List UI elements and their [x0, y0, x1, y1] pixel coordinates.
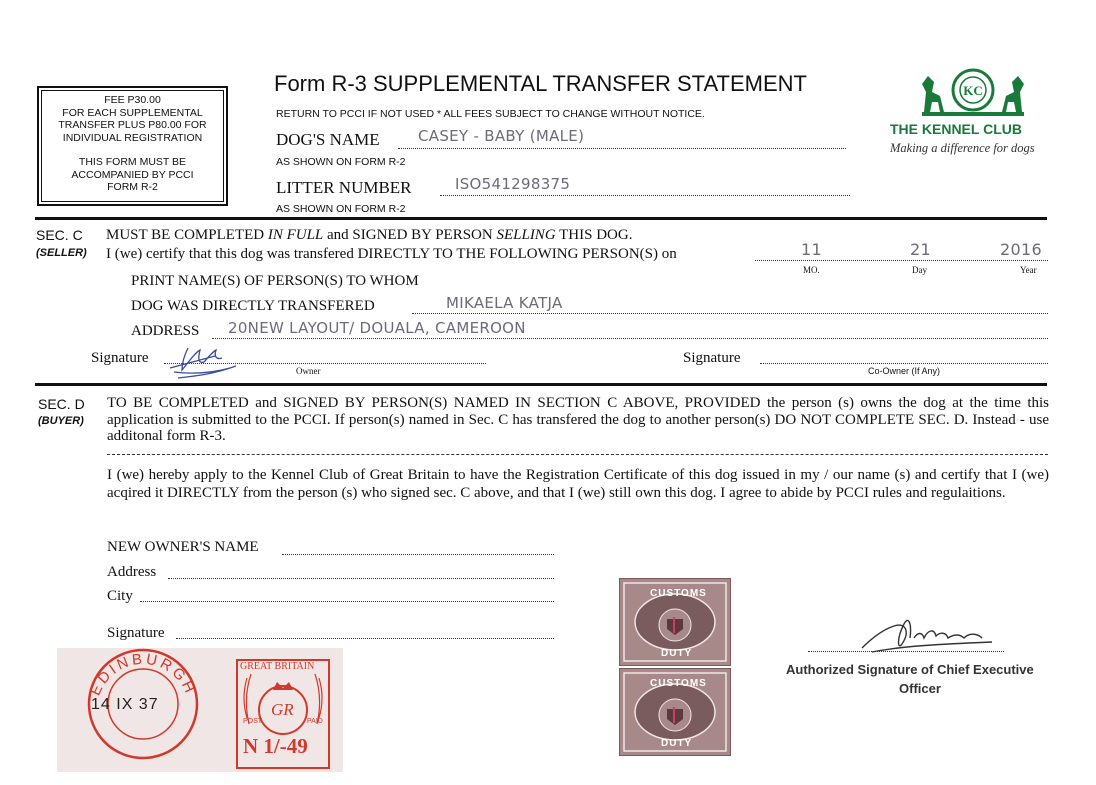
coowner-signature-line: [760, 363, 1048, 364]
transferee-field[interactable]: MIKAELA KATJA: [446, 294, 563, 312]
buyer-city-label: City: [107, 588, 133, 604]
sec-d-role: (BUYER): [38, 415, 84, 427]
sec-d-application: I (we) hereby apply to the Kennel Club of Great Britain to have the Registration Certificate of this dog issued in my / our name (s) and certify that I (we) acqired it DIRECTLY from the person (s) who signed sec. C above, and that I (we) still own this dog. I agree to abide by PCCI rules and regulaitions.: [107, 467, 1049, 501]
logo-emblem-text: KC: [963, 83, 983, 98]
as-shown-note: AS SHOWN ON FORM R-2: [276, 203, 406, 215]
address-field[interactable]: 20NEW LAYOUT/ DOUALA, CAMEROON: [228, 319, 526, 337]
form-title: Form R-3 SUPPLEMENTAL TRANSFER STATEMENT: [274, 71, 807, 96]
dog-name-field[interactable]: CASEY - BABY (MALE): [418, 127, 585, 145]
meter-value: N 1/-49: [243, 734, 308, 758]
buyer-signature-field[interactable]: [176, 638, 554, 639]
litter-number-line: [440, 195, 850, 196]
heading-part: IN FULL: [267, 227, 324, 243]
heading-part: SELLING: [496, 227, 556, 243]
new-owner-label: NEW OWNER'S NAME: [107, 539, 259, 555]
date-day-field[interactable]: 21: [910, 240, 931, 259]
fee-line: INDIVIDUAL REGISTRATION: [62, 131, 203, 144]
fee-box: [37, 86, 228, 206]
buyer-signature-label: Signature: [107, 625, 165, 641]
transferred-label: DOG WAS DIRECTLY TRANSFERED: [131, 298, 375, 314]
fee-line: THIS FORM MUST BE: [78, 156, 187, 168]
dog-name-label: DOG'S NAME: [276, 130, 380, 149]
address-line: [212, 338, 1048, 339]
meter-paid-label: PAID: [307, 718, 323, 725]
customs-bottom: DUTY: [661, 648, 693, 659]
postmark-stamp: [57, 648, 343, 772]
heading-part: THIS DOG.: [555, 227, 633, 243]
day-label: Day: [912, 265, 927, 275]
month-label: MO.: [803, 265, 820, 275]
sec-c-certify: I (we) certify that this dog was transfered DIRECTLY TO THE FOLLOWING PERSON(S) on: [106, 246, 677, 262]
fee-line: FORM R-2: [107, 181, 158, 193]
fee-line: FEE P30.00: [104, 94, 161, 106]
seller-signature-icon: [160, 338, 245, 380]
coowner-label: Co-Owner (If Any): [868, 366, 941, 376]
postmark-date: 14 IX 37: [91, 696, 159, 713]
date-line: [755, 260, 1048, 261]
sec-d-divider: [107, 454, 1048, 455]
litter-number-field[interactable]: ISO541298375: [455, 175, 571, 193]
litter-number-label: LITTER NUMBER: [276, 178, 412, 197]
svg-text:EDINBURGH: [87, 651, 199, 698]
new-owner-field[interactable]: [282, 554, 554, 555]
section-divider: [35, 383, 1047, 386]
meter-top-label: GREAT BRITAIN: [240, 661, 315, 672]
section-divider: [35, 217, 1047, 220]
as-shown-note: AS SHOWN ON FORM R-2: [276, 156, 406, 168]
sec-c-heading: [106, 227, 632, 244]
customs-bottom: DUTY: [661, 738, 693, 749]
postmark-city: EDINBURGH: [86, 650, 200, 699]
customs-top: CUSTOMS: [650, 678, 707, 689]
authorized-label-2: Officer: [899, 681, 941, 696]
ceo-signature-line: [808, 651, 1004, 652]
buyer-address-field[interactable]: [168, 578, 554, 579]
address-label: ADDRESS: [131, 323, 200, 339]
meter-post-label: POST: [243, 718, 263, 725]
print-name-label: PRINT NAME(S) OF PERSON(S) TO WHOM: [131, 273, 419, 289]
buyer-city-field[interactable]: [140, 601, 554, 602]
authorized-label-1: Authorized Signature of Chief Executive: [786, 662, 1034, 677]
logo-name: THE KENNEL CLUB: [890, 121, 1022, 137]
fee-line: TRANSFER PLUS P80.00 FOR: [58, 119, 207, 131]
year-label: Year: [1020, 265, 1037, 275]
dog-name-line: [398, 148, 846, 149]
fee-spacer: [39, 144, 226, 156]
sec-d-instructions: TO BE COMPLETED and SIGNED BY PERSON(S) NAMED IN SECTION C ABOVE, PROVIDED the person (s) owns the dog at the time this application is submitted to the PCCI. If person(s) named in Sec. C has transfered the dog to another person(s) DO NOT COMPLETE SEC. D. Instead - use additonal form R-3.: [107, 395, 1049, 444]
date-year-field[interactable]: 2016: [1000, 240, 1042, 259]
transferee-line: [412, 313, 1048, 314]
sec-d-label: SEC. D: [38, 396, 85, 412]
owner-label: Owner: [296, 366, 321, 376]
sec-c-label: SEC. C: [36, 227, 83, 243]
coowner-signature-label: Signature: [683, 350, 741, 366]
date-month-field[interactable]: 11: [801, 240, 822, 259]
form-subtitle: RETURN TO PCCI IF NOT USED * ALL FEES SUBJECT TO CHANGE WITHOUT NOTICE.: [276, 108, 705, 120]
meter-monogram: GR: [271, 700, 294, 719]
seller-signature-label: Signature: [91, 350, 149, 366]
logo-tagline: Making a difference for dogs: [890, 141, 1035, 155]
customs-top: CUSTOMS: [650, 588, 707, 599]
kennel-club-emblem-icon: [918, 62, 1028, 118]
fee-line: ACCOMPANIED BY PCCI: [71, 168, 194, 181]
heading-part: and SIGNED BY PERSON: [323, 227, 497, 243]
customs-stamp: [619, 578, 731, 666]
fee-line: FOR EACH SUPPLEMENTAL: [62, 106, 203, 119]
sec-c-role: (SELLER): [36, 247, 87, 259]
buyer-address-label: Address: [107, 564, 157, 580]
heading-part: MUST BE COMPLETED: [106, 227, 268, 243]
customs-stamp: [619, 668, 731, 756]
